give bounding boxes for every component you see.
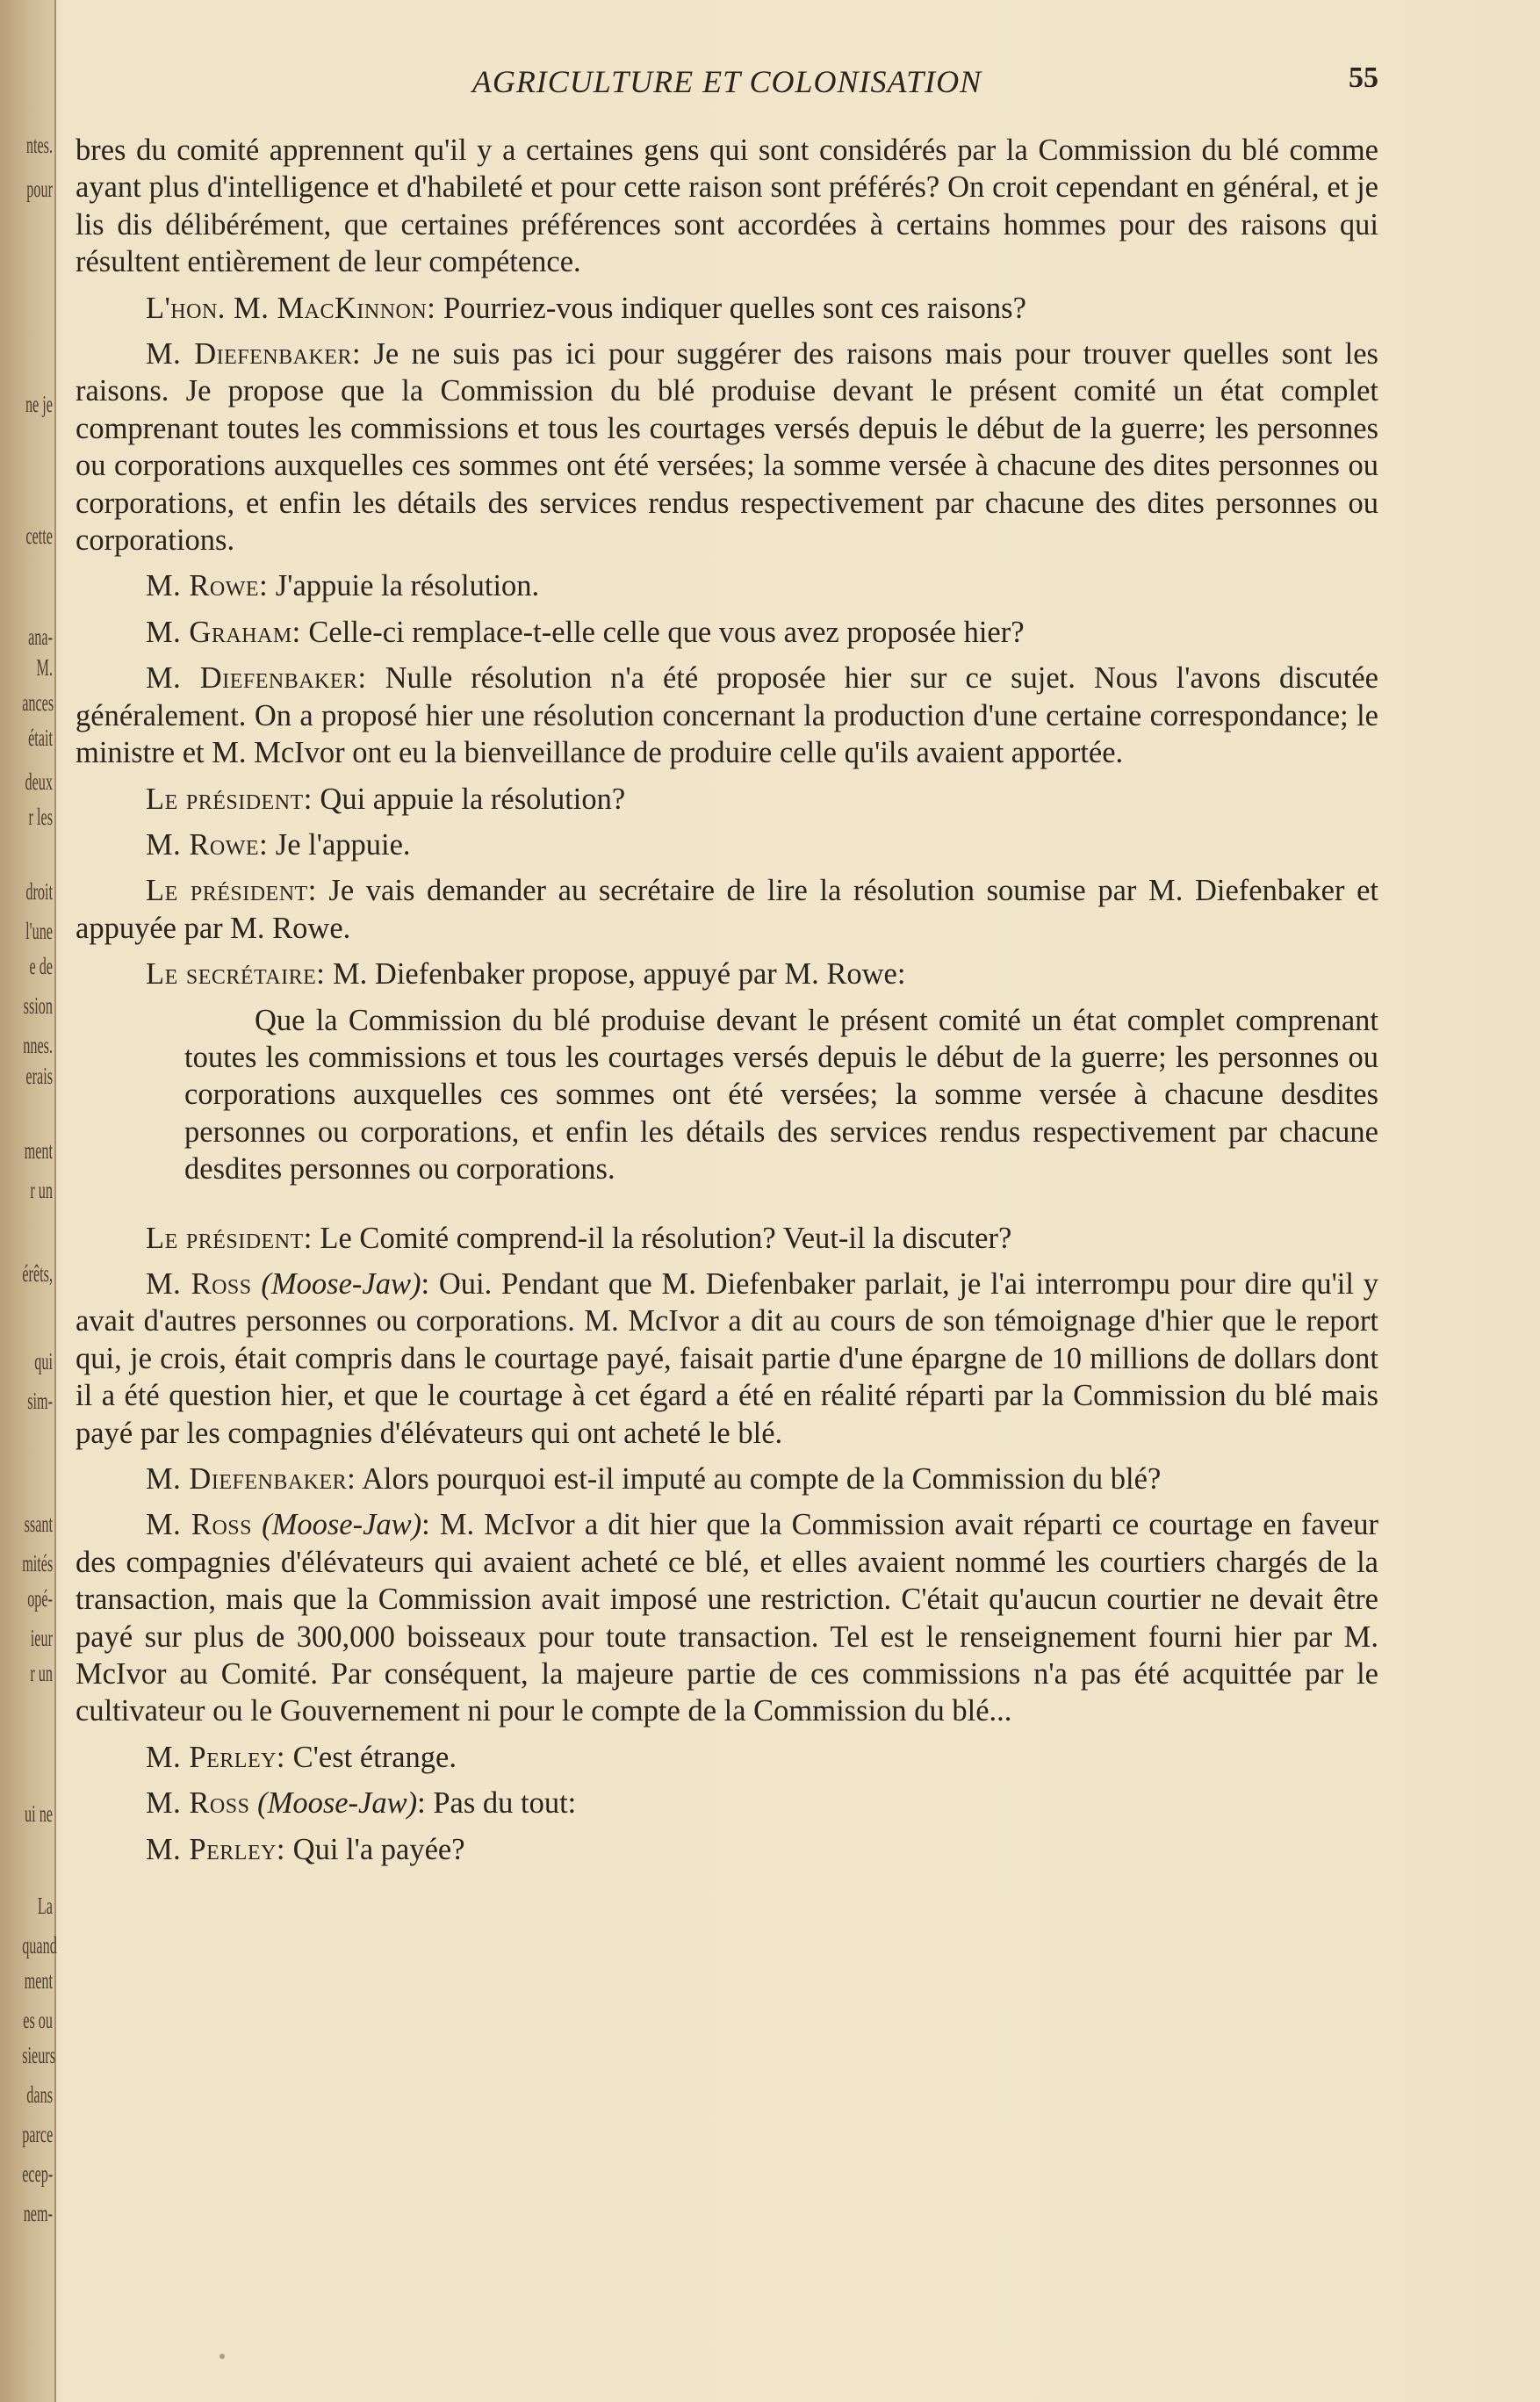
speech-text: Celle-ci remplace-t-elle celle que vous avez proposée hier? (300, 615, 1025, 649)
margin-fragment: ntes. (25, 132, 53, 158)
margin-fragment: pour (26, 176, 53, 202)
speech (76, 781, 1378, 818)
paragraph: bres du comité apprennent qu'il y a certaines gens qui sont considérés par la Commission du blé comme ayant plus d'intelligence et d'habileté et pour cette raison sont préférés? On croit cependant en général, et je lis dis délibérément, que certaines préférences sont accordées à certains hommes pour des raisons qui résultent entièrement de leur compétence. (76, 133, 1378, 279)
margin-fragment: érêts, (22, 1260, 53, 1287)
speech (76, 1506, 1378, 1729)
speech (76, 1785, 1378, 1821)
margin-fragment: ment (24, 1137, 53, 1164)
speech-text: Je l'appuie. (268, 827, 411, 862)
margin-fragment: ne je (25, 391, 53, 417)
speaker: M. Perley: (146, 1740, 286, 1774)
speech-text: : Pas du tout: (417, 1786, 577, 1821)
margin-fragment: r un (30, 1177, 53, 1203)
speech (76, 826, 1378, 863)
speech (76, 1831, 1378, 1868)
speech (76, 335, 1378, 559)
margin-fragment: r les (28, 804, 53, 830)
speech (76, 956, 1378, 992)
margin-fragment: était (28, 725, 53, 751)
margin-fragment: ieur (30, 1625, 53, 1651)
speech-text: : M. McIvor a dit hier que la Commission avait réparti ce courtage en faveur des compagnies d'élévateurs qui avaient acheté ce blé, et elles avaient nommé les courtiers chargés de la transaction, mais que la Commission avait imposé une restriction. C'était qu'aucun courtier ne devait être payé sur plus de 300,000 boisseaux pour toute transaction. Tel est le renseignement fourni hier par M. McIvor au Comité. Par conséquent, la majeure partie de ces commissions n'a pas été acquittée par le cultivateur ou le Gouvernement ni pour le compte de la Commission du blé... (76, 1508, 1379, 1728)
page-header (76, 54, 1378, 107)
margin-fragment: ment (24, 1967, 53, 1994)
margin-fragment: parce (22, 2121, 54, 2147)
margin-fragment: l'une (25, 918, 53, 944)
speech (76, 1739, 1378, 1776)
margin-fragment: es ou (23, 2007, 53, 2033)
margin-fragment: quand (22, 1932, 57, 1958)
speech-text: : Oui. Pendant que M. Diefenbaker parlait, je l'ai interrompu pour dire qu'il y avait d'autres personnes ou corporations. M. McIvor a dit au cours de son témoignage d'hier que le report qui, je crois, était compris dans le courtage payé, faisait partie d'une épargne de 10 millions de dollars dont il a été question hier, et que le courtage à cet égard a été en réalité réparti par la Commission du blé mais payé par les compagnies d'élévateurs qui ont acheté le blé. (76, 1266, 1379, 1450)
margin-fragment: cette (25, 523, 53, 549)
margin-fragment: mités (22, 1550, 54, 1576)
speech (76, 872, 1378, 947)
margin-fragment: nem- (23, 2200, 53, 2226)
riding: (Moose-Jaw) (261, 1266, 421, 1301)
margin-fragment: ances (22, 689, 54, 716)
margin-fragment: ssion (23, 992, 53, 1019)
margin-fragment: dans (26, 2081, 53, 2108)
speaker: Le président: (146, 1221, 313, 1255)
margin-fragment: La (37, 1893, 53, 1919)
margin-fragment: qui (34, 1348, 53, 1374)
margin-fragment: ana- (28, 624, 53, 650)
speaker: Le secrétaire: (146, 957, 326, 992)
margin-fragment: deux (25, 768, 53, 795)
riding: (Moose-Jaw) (262, 1508, 422, 1542)
speech-text: Qui appuie la résolution? (312, 782, 626, 816)
speech-text: C'est étrange. (285, 1740, 457, 1774)
margin-fragment: droit (25, 878, 53, 905)
speaker: Le président: (146, 782, 313, 816)
margin-fragment: ecep- (22, 2160, 54, 2187)
speech (76, 1266, 1378, 1452)
speaker: M. Ross (146, 1786, 250, 1821)
speaker: M. Rowe: (146, 827, 269, 862)
speaker: M. Ross (146, 1266, 252, 1301)
quoted-resolution: Que la Commission du blé produise devant le présent comité un état complet comprenant toutes les commissions et tous les courtages versés depuis le début de la guerre; les personnes ou corporations auxquelles ces sommes ont été versées; la somme versée à chacune desdites personnes ou corporations, et enfin les détails des services rendus respectivement par chacune desdites personnes ou corporations. (184, 1003, 1378, 1187)
speech (76, 290, 1378, 327)
speaker: M. Diefenbaker: (146, 1462, 356, 1496)
speech (76, 614, 1378, 651)
speaker: Le président: (146, 874, 317, 908)
body-text (76, 132, 1378, 1877)
margin-fragment: M. (36, 654, 53, 681)
speech (76, 567, 1378, 604)
speaker: L'hon. M. MacKinnon: (146, 291, 436, 325)
speech-text: Alors pourquoi est-il imputé au compte de la Commission du blé? (356, 1462, 1162, 1496)
speech (76, 660, 1378, 771)
margin-fragment: sim- (27, 1388, 53, 1414)
speech-text: Pourriez-vous indiquer quelles sont ces raisons? (435, 291, 1026, 325)
speech-text: Je ne suis pas ici pour suggérer des raisons mais pour trouver quelles sont les raisons. Je propose que la Commission du blé produise devant le présent comité un état complet comprenant toutes les commissions et tous les courtages versés depuis le début de la guerre; les personnes ou corporations auxquelles ces sommes ont été versées; la somme versée à chacune des dites personnes ou corporations, et enfin les détails des services rendus respectivement par chacune des dites personnes ou corporations. (76, 337, 1378, 558)
speech-text: Je vais demander au secrétaire de lire la résolution soumise par M. Diefenbaker et appuyée par M. Rowe. (76, 874, 1378, 945)
speech-text: M. Diefenbaker propose, appuyé par M. Rowe: (325, 957, 906, 992)
margin-fragment: opé- (27, 1585, 53, 1612)
facing-page-margin (0, 0, 56, 2402)
speaker: M. Rowe: (146, 569, 269, 603)
riding: (Moose-Jaw) (257, 1786, 418, 1821)
speaker: M. Diefenbaker: (146, 661, 367, 696)
speech-text: Nulle résolution n'a été proposée hier sur ce sujet. Nous l'avons discutée généralement. On a proposé hier une résolution concernant la production d'une certaine correspondance; le ministre et M. McIvor ont eu la bienveillance de produire celle qu'ils avaient apportée. (76, 661, 1378, 770)
speech (76, 1220, 1378, 1257)
speaker: M. Ross (146, 1508, 252, 1542)
speaker: M. Perley: (146, 1832, 286, 1866)
margin-fragment: erais (25, 1063, 53, 1089)
speaker: M. Graham: (146, 615, 301, 649)
speech-text: Qui l'a payée? (285, 1832, 465, 1866)
speech (76, 1461, 1378, 1497)
speech-text: Le Comité comprend-il la résolution? Veut-il la discuter? (312, 1221, 1012, 1255)
page-number: 55 (1349, 61, 1378, 94)
margin-fragment: e de (29, 953, 53, 979)
margin-fragment: sieurs (22, 2042, 55, 2068)
margin-fragment: ui ne (25, 1800, 53, 1827)
running-head: AGRICULTURE ET COLONISATION (471, 64, 982, 99)
margin-fragment: ssant (24, 1511, 53, 1537)
margin-fragment: r un (30, 1660, 53, 1686)
ink-speck (219, 2354, 225, 2359)
margin-fragment: nnes. (23, 1032, 53, 1058)
speech-text: J'appuie la résolution. (268, 569, 540, 603)
speaker: M. Diefenbaker: (146, 337, 362, 371)
